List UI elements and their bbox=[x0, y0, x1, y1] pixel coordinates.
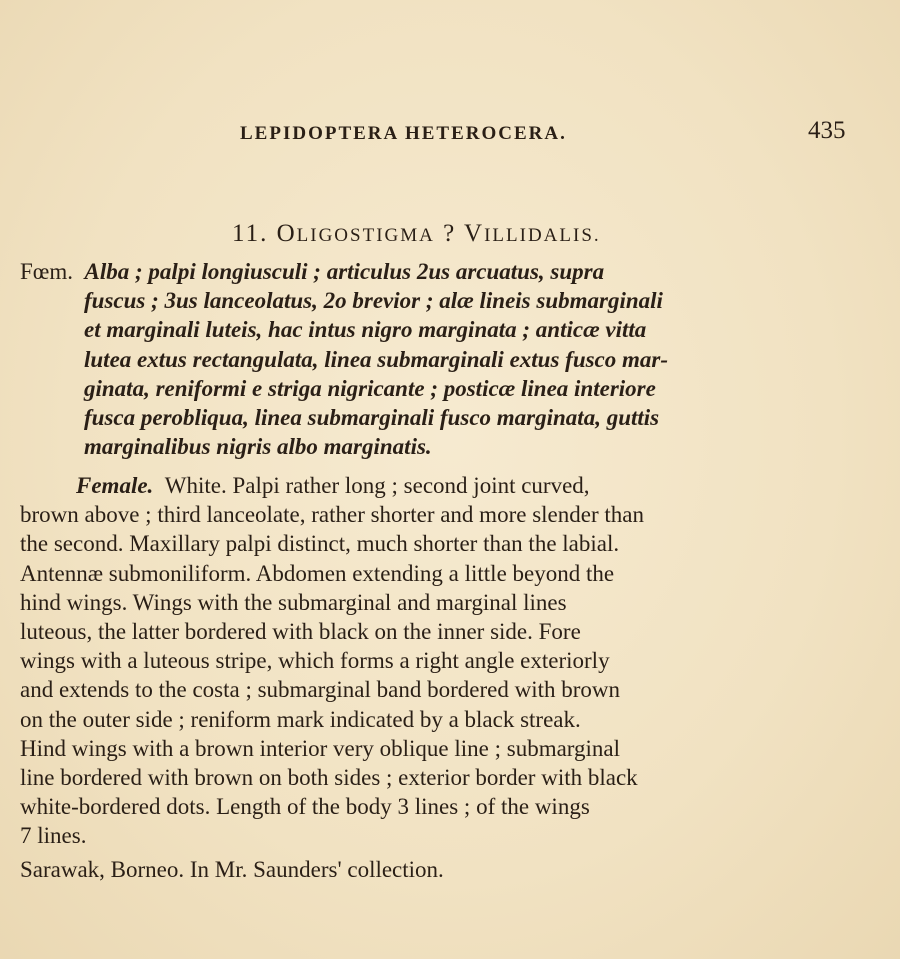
latin-line: Fœm. Alba ; palpi longiusculi ; articulus 2us arcuatus, supra bbox=[20, 259, 605, 284]
latin-line: fuscus ; 3us lanceolatus, 2o brevior ; alæ lineis submarginali bbox=[84, 288, 663, 314]
english-description bbox=[20, 471, 840, 851]
latin-lead: Fœm. bbox=[20, 259, 74, 284]
latin-line: marginalibus nigris albo marginatis. bbox=[84, 434, 432, 460]
latin-line: et marginali luteis, hac intus nigro marginata ; anticæ vitta bbox=[84, 317, 647, 343]
latin-line: lutea extus rectangulata, linea submarginali extus fusco mar- bbox=[84, 346, 669, 372]
running-head: LEPIDOPTERA HETEROCERA. bbox=[240, 123, 567, 144]
english-lead: Female. bbox=[76, 473, 154, 498]
english-line: and extends to the costa ; submarginal band bordered with brown bbox=[20, 677, 620, 703]
species-heading bbox=[232, 220, 601, 248]
species-initial: V bbox=[464, 220, 485, 247]
species-name: ILLIDALIS. bbox=[484, 225, 601, 246]
latin-line: ginata, reniformi e striga nigricante ; posticæ linea interiore bbox=[84, 375, 656, 401]
english-line: wings with a luteous stripe, which forms a right angle exteriorly bbox=[20, 648, 610, 674]
english-line: hind wings. Wings with the submarginal and marginal lines bbox=[20, 589, 567, 615]
english-line: 7 lines. bbox=[20, 823, 87, 849]
species-number: 11. bbox=[232, 220, 269, 247]
english-line: the second. Maxillary palpi distinct, much shorter than the labial. bbox=[20, 531, 620, 557]
locality-note: Sarawak, Borneo. In Mr. Saunders' collection. bbox=[20, 857, 444, 882]
genus-name: LIGOSTIGMA bbox=[296, 225, 435, 246]
genus-initial: O bbox=[276, 220, 297, 247]
latin-line: fusca perobliqua, linea submarginali fusco marginata, guttis bbox=[84, 405, 660, 431]
english-line: Antennæ submoniliform. Abdomen extending a little beyond the bbox=[20, 560, 615, 586]
latin-description bbox=[20, 257, 840, 461]
english-line: Hind wings with a brown interior very oblique line ; submarginal bbox=[20, 735, 621, 761]
english-line: Female. White. Palpi rather long ; second joint curved, bbox=[76, 473, 590, 498]
english-line: line bordered with brown on both sides ; exterior border with black bbox=[20, 765, 638, 791]
page-number: 435 bbox=[808, 117, 846, 144]
query-mark: ? bbox=[443, 220, 457, 247]
english-line: white-bordered dots. Length of the body 3 lines ; of the wings bbox=[20, 794, 590, 820]
english-line: on the outer side ; reniform mark indicated by a black streak. bbox=[20, 706, 581, 732]
english-line: brown above ; third lanceolate, rather shorter and more slender than bbox=[20, 502, 644, 528]
english-line: luteous, the latter bordered with black on the inner side. Fore bbox=[20, 619, 581, 645]
